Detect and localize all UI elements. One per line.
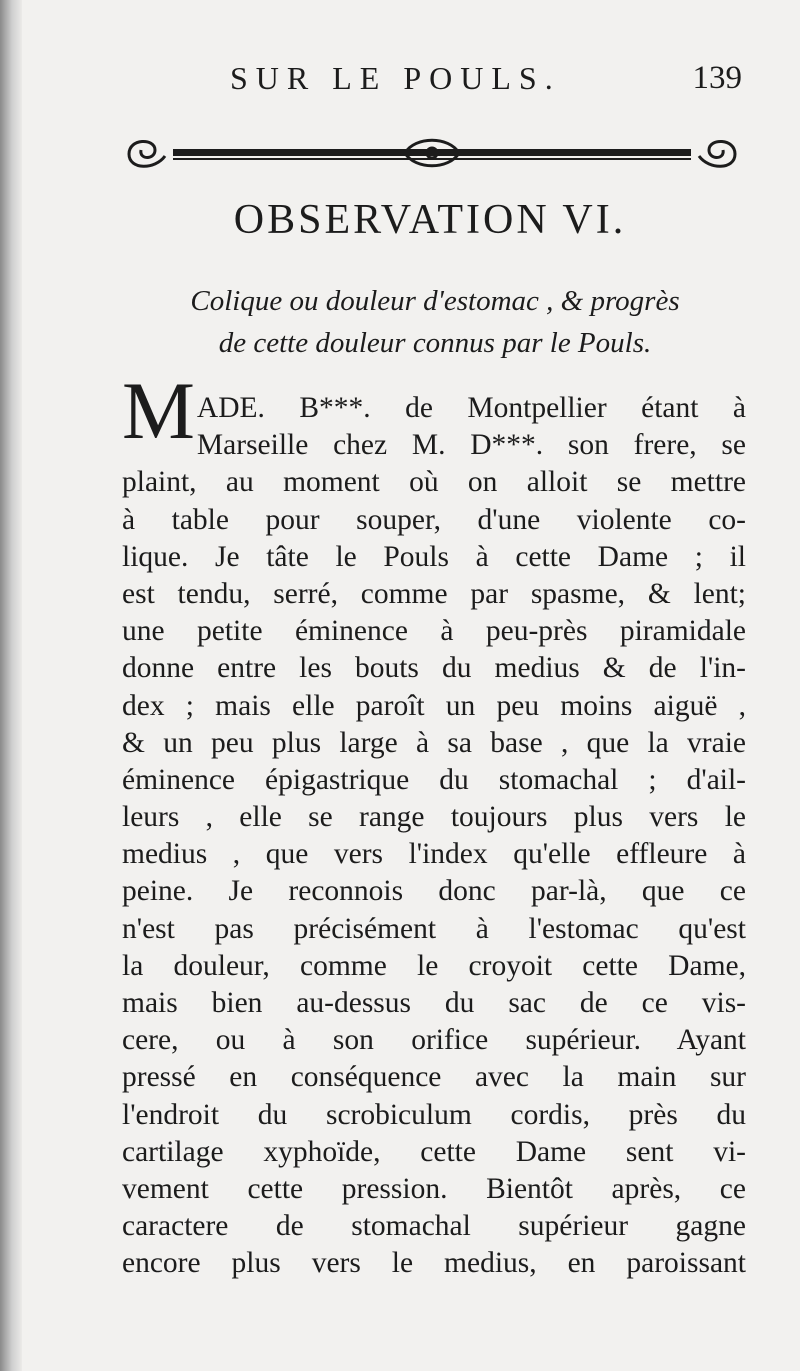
- text-line: vement cette pression. Bientôt après, ce: [122, 1172, 746, 1205]
- text-line: une petite éminence à peu-près piramidale: [122, 615, 746, 648]
- text-line: donne entre les bouts du medius & de l'in-: [122, 652, 746, 685]
- observation-subtitle: [115, 280, 755, 364]
- subtitle-line: Colique ou douleur d'estomac , & progrès: [190, 285, 680, 317]
- text-line: la douleur, comme le croyoit cette Dame,: [122, 949, 746, 982]
- text-line: pressé en conséquence avec la main sur: [122, 1061, 746, 1094]
- text-line: mais bien au-dessus du sac de ce vis-: [122, 987, 746, 1019]
- page-number: 139: [692, 60, 742, 96]
- observation-heading: OBSERVATION VI.: [233, 197, 627, 243]
- text-line: encore plus vers le medius, en paroissant: [122, 1247, 746, 1280]
- text-line: ADE. B***. de Montpellier étant à: [196, 392, 746, 424]
- page-binding-edge: [0, 0, 22, 1371]
- running-title: SUR LE POULS.: [230, 60, 561, 96]
- text-line: à table pour souper, d'une violente co-: [122, 503, 746, 536]
- subtitle-line: de cette douleur connus par le Pouls.: [218, 327, 652, 359]
- text-line: est tendu, serré, comme par spasme, & lent;: [122, 577, 746, 610]
- text-line: medius , que vers l'index qu'elle effleure à: [122, 838, 746, 871]
- text-line: cere, ou à son orifice supérieur. Ayant: [122, 1024, 746, 1057]
- text-line: leurs , elle se range toujours plus vers le: [122, 801, 746, 834]
- text-line: lique. Je tâte le Pouls à cette Dame ; il: [122, 540, 746, 573]
- text-line: éminence épigastrique du stomachal ; d'ail-: [122, 763, 746, 796]
- text-line: caractere de stomachal supérieur gagne: [122, 1210, 746, 1243]
- text-line: n'est pas précisément à l'estomac qu'est: [122, 912, 746, 945]
- running-head: [120, 60, 750, 104]
- text-line: dex ; mais elle paroît un peu moins aiguë ,: [122, 689, 746, 722]
- drop-cap: M: [122, 365, 195, 456]
- text-line: cartilage xyphoïde, cette Dame sent vi-: [122, 1135, 746, 1168]
- body-text: [122, 365, 746, 1283]
- text-line: l'endroit du scrobiculum cordis, près du: [122, 1098, 746, 1131]
- text-line: peine. Je reconnois donc par-là, que ce: [122, 875, 746, 908]
- text-line: & un peu plus large à sa base , que la vraie: [122, 726, 746, 759]
- ornament-rule: [125, 134, 739, 174]
- text-line: Marseille chez M. D***. son frere, se: [196, 429, 746, 462]
- text-line: plaint, au moment où on alloit se mettre: [122, 466, 746, 499]
